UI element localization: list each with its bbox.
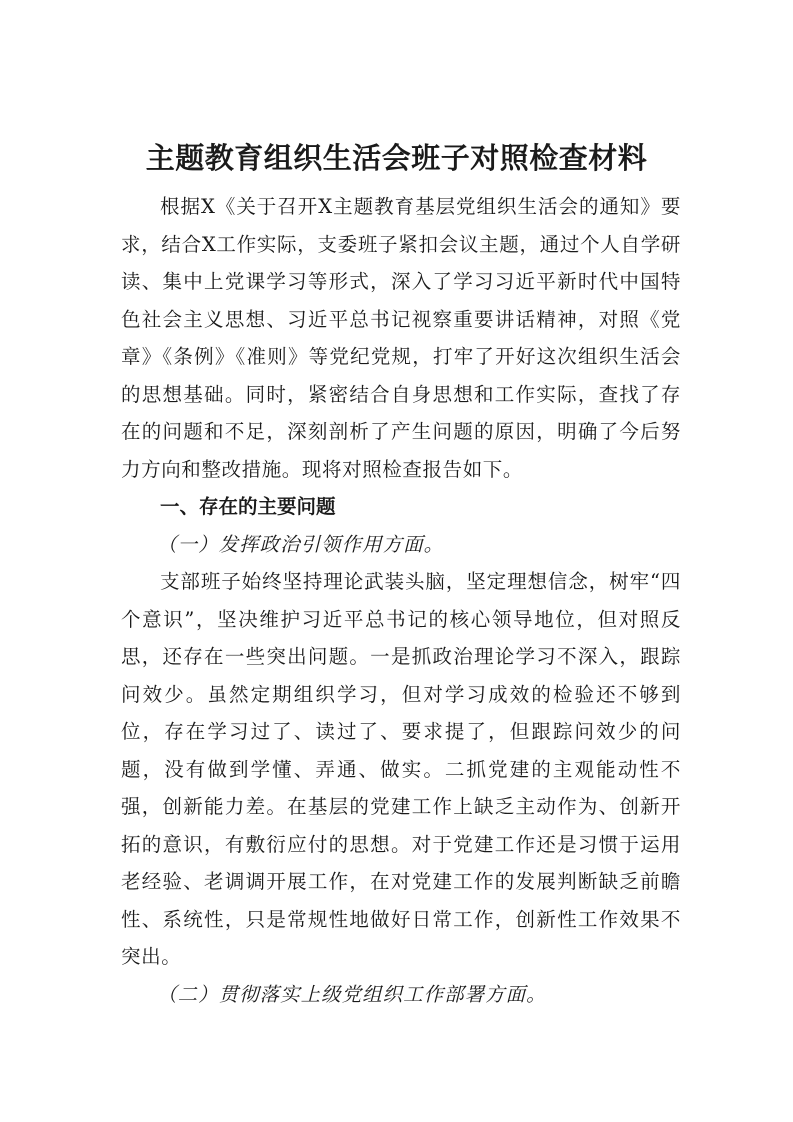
intro-paragraph: 根据X《关于召开X主题教育基层党组织生活会的通知》要求，结合X工作实际，支委班子紧扣会议主题，通过个人自学研读、集中上党课学习等形式，深入了学习习近平新时代中国特色社会主义思想、习近平总书记视察重要讲话精神，对照《党章》《条例》《准则》等党纪党规，打牢了开好这次组织生活会的思想基础。同时，紧密结合自身思想和工作实际，查找了存在的问题和不足，深刻剖析了产生问题的原因，明确了今后努力方向和整改措施。现将对照检查报告如下。 — [121, 195, 681, 481]
section-heading-problems: 一、存在的主要问题 — [160, 495, 336, 518]
subheading-political-leadership: （一）发挥政治引领作用方面。 — [157, 532, 445, 556]
document-title: 主题教育组织生活会班子对照检查材料 — [145, 141, 648, 175]
subheading-implementation: （二）贯彻落实上级党组织工作部署方面。 — [157, 982, 547, 1006]
political-leadership-paragraph: 支部班子始终坚持理论武装头脑，坚定理想信念，树牢“四个意识”，坚决维护习近平总书记的核心领导地位，但对照反思，还存在一些突出问题。一是抓政治理论学习不深入，跟踪问效少。虽然定期组织学习，但对学习成效的检验还不够到位，存在学习过了、读过了、要求提了，但跟踪问效少的问题，没有做到学懂、弄通、做实。二抓党建的主观能动性不强，创新能力差。在基层的党建工作上缺乏主动作为、创新开拓的意识，有敷衍应付的思想。对于党建工作还是习惯于运用老经验、老调调开展工作，在对党建工作的发展判断缺乏前瞻性、系统性，只是常规性地做好日常工作，创新性工作效果不突出。 — [121, 570, 681, 968]
document-body — [121, 188, 681, 1013]
